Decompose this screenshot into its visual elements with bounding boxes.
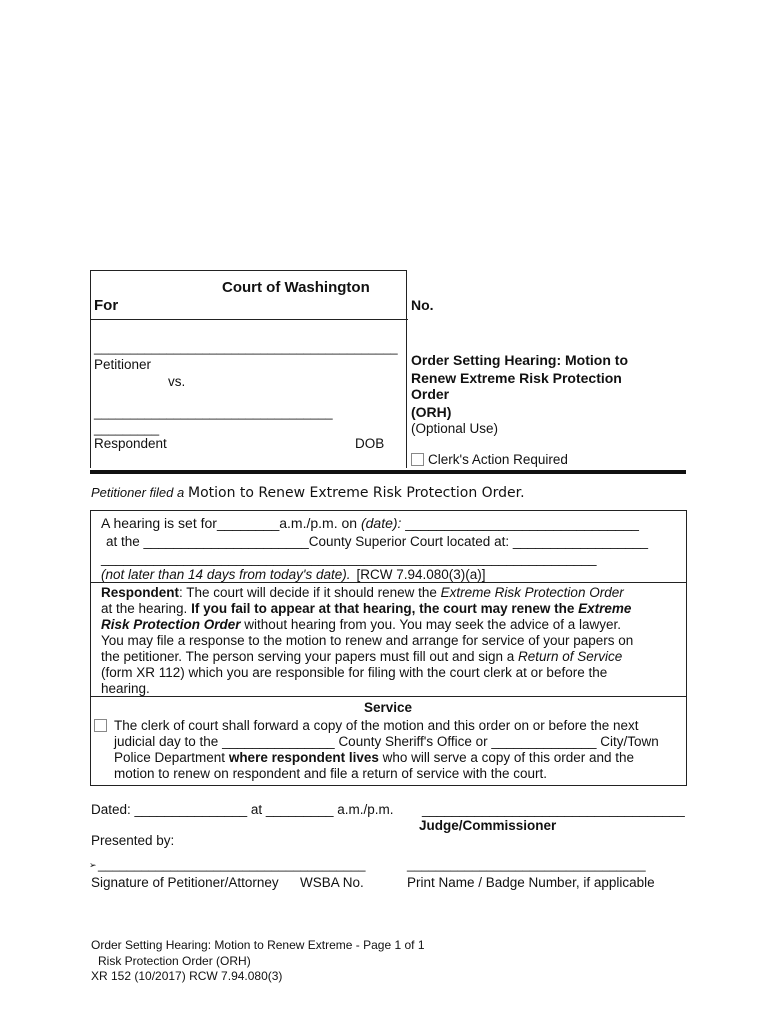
arrow-icon: ➢ (89, 860, 97, 870)
form-title-line3: Order (411, 386, 450, 402)
form-title-line1: Order Setting Hearing: Motion to (411, 352, 628, 368)
intro-line (91, 485, 525, 501)
hearing-line1 (101, 515, 639, 531)
hearing-divider (90, 582, 687, 583)
caption-bottom-rule (90, 470, 686, 474)
hearing-line2 (106, 534, 648, 549)
form-code: (ORH) (411, 404, 452, 420)
wsba-label: WSBA No. (300, 875, 364, 890)
hearing-rcw: [RCW 7.94.080(3)(a)] (356, 567, 486, 582)
hearing-deadline: (not later than 14 days from today's date). (101, 567, 351, 582)
judge-label: Judge/Commissioner (419, 818, 557, 833)
service-text: The clerk of court shall forward a copy of the motion and this order on or before the next judicial day to the _______________ County Sheriff's Office or ______________ City/Town Police Department where respondent lives who will serve a copy of this order and the motion to renew on respondent and file a return of service with the court. (114, 718, 659, 781)
court-location-field[interactable]: __County Superior Court located at: __________________ (293, 534, 648, 549)
footer-line1: Order Setting Hearing: Motion to Renew Extreme - Page 1 of 1 (91, 938, 425, 952)
case-number-label: No. (411, 297, 434, 313)
for-label: For (94, 297, 119, 314)
intro-prefix: Petitioner filed a (91, 485, 185, 500)
petitioner-label: Petitioner (94, 357, 152, 372)
clerk-action-label: Clerk's Action Required (428, 452, 568, 467)
hearing-date-label: (date): (360, 515, 402, 531)
hearing-time-field[interactable]: ________a.m./p.m. on (216, 515, 361, 531)
respondent-notice: Respondent: The court will decide if it should renew the Extreme Risk Protection Order at the hearing. If you fail to appear at that hearing, the court may renew the Extreme Risk Protection Order without hearing from you. You may seek the advice of a lawyer. You may file a response to the motion to renew and arrange for service of your papers on the petitioner. The person serving your papers must fill out and sign a Return of Service (form XR 112) which you are responsible for filing with the court clerk at or before the hearing. (101, 585, 634, 696)
form-title-line2: Renew Extreme Risk Protection (411, 370, 622, 386)
intro-motion: Motion to Renew Extreme Risk Protection Order. (188, 485, 525, 501)
signature-label: Signature of Petitioner/Attorney (91, 875, 279, 890)
hearing-line4 (101, 567, 486, 582)
judge-signature-line[interactable]: ___________________________________ (422, 802, 685, 817)
respondent-label: Respondent (94, 436, 167, 451)
caption-divider (90, 319, 408, 320)
dob-label: DOB (355, 436, 385, 451)
dated-line[interactable]: Dated: _______________ at _________ a.m./p.m. (91, 802, 394, 817)
hearing-date-field[interactable]: ______________________________ (401, 515, 639, 531)
petitioner-line[interactable]: __________________________________________ (94, 340, 398, 355)
court-name: Court of Washington (222, 279, 370, 296)
petitioner-signature-line[interactable]: _____________________________________ (98, 857, 366, 872)
service-heading: Service (364, 700, 413, 715)
county-field[interactable]: at the ____________________ (106, 534, 294, 549)
print-name-line[interactable]: _________________________________ (407, 857, 646, 872)
clerk-action-row[interactable] (411, 452, 568, 467)
optional-use: (Optional Use) (411, 421, 499, 436)
hearing-set-label: A hearing is set for (101, 515, 217, 531)
address-field[interactable]: __________________________________________________________________ (101, 551, 597, 566)
footer-line3: XR 152 (10/2017) RCW 7.94.080(3) (91, 969, 283, 983)
clerk-action-checkbox[interactable] (411, 453, 424, 466)
respondent-line-cont[interactable]: _________ (94, 421, 160, 436)
respondent-line[interactable]: _________________________________ (94, 405, 333, 420)
presented-by: Presented by: (91, 833, 175, 848)
service-checkbox[interactable] (94, 719, 107, 732)
print-name-label: Print Name / Badge Number, if applicable (407, 875, 655, 890)
vs-label: vs. (168, 374, 186, 389)
footer-line2: Risk Protection Order (ORH) (98, 954, 251, 968)
